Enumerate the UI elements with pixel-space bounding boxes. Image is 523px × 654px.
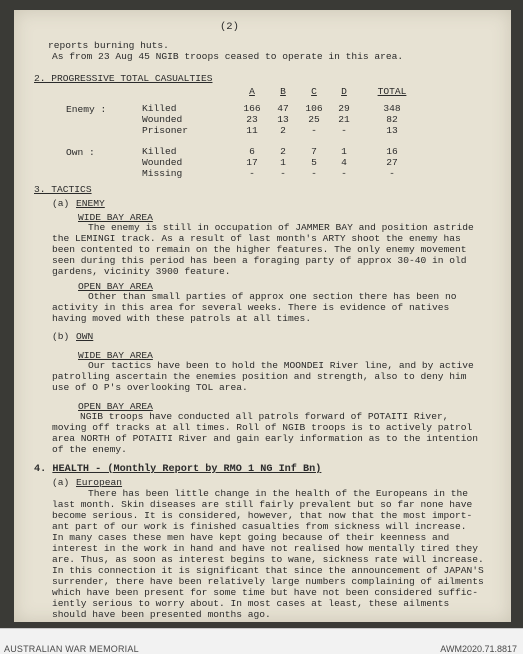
row-label: Killed bbox=[142, 146, 177, 157]
para-line: become serious. It is considered, however, that now that the most import- bbox=[52, 510, 473, 521]
para-line: interest in the work in hand and have not realised how mentally tired they bbox=[52, 543, 479, 554]
row-label: Killed bbox=[142, 103, 177, 114]
tactics-b-label: (b) bbox=[52, 331, 70, 342]
col-header-c: C bbox=[311, 86, 317, 97]
cell: 106 bbox=[305, 103, 323, 114]
para-line: ant part of our work is finished casualties from sickness will increase. bbox=[52, 521, 467, 532]
para-line: Other than small parties of approx one section there has been no bbox=[88, 291, 457, 302]
cell: 13 bbox=[277, 114, 289, 125]
para-line: having moved with these patrols at all times. bbox=[52, 313, 312, 324]
cell: 348 bbox=[383, 103, 401, 114]
cell: 2 bbox=[280, 125, 286, 136]
para-line: In many cases these men have kept going because of their keenness and bbox=[52, 532, 450, 543]
health-heading-num: 4. bbox=[34, 464, 47, 475]
para-line: The enemy is still in occupation of JAMMER BAY and position astride bbox=[88, 222, 474, 233]
cell: 29 bbox=[338, 103, 350, 114]
cell: 5 bbox=[311, 157, 317, 168]
cell: 2 bbox=[280, 146, 286, 157]
cell: 82 bbox=[386, 114, 398, 125]
col-header-total: TOTAL bbox=[377, 86, 407, 97]
footer-bar bbox=[0, 628, 523, 654]
para-line: are. Thus, as soon as interest begins to wane, sickness rate will increase. bbox=[52, 554, 484, 565]
tactics-heading: 3. TACTICS bbox=[34, 184, 92, 195]
para-line: which have been present for some time but have not been considered suffic- bbox=[52, 587, 479, 598]
cell: 1 bbox=[280, 157, 286, 168]
para-line: activity in this area for several weeks. There is evidence of natives bbox=[52, 302, 450, 313]
tactics-a-title: ENEMY bbox=[76, 198, 105, 209]
para-line: iently serious to worry about. In most cases at least, these ailments bbox=[52, 598, 450, 609]
wide-bay-heading-2: WIDE BAY AREA bbox=[78, 350, 153, 361]
col-header-a: A bbox=[249, 86, 255, 97]
open-bay-heading-2: OPEN BAY AREA bbox=[78, 401, 153, 412]
para-line: NGIB troops have conducted all patrols forward of POTAITI River, bbox=[80, 411, 449, 422]
para-line: last month. Skin diseases are still fairly prevalent but so far none have bbox=[52, 499, 473, 510]
health-a-title: European bbox=[76, 477, 123, 488]
cell: - bbox=[341, 125, 347, 136]
health-heading-main: HEALTH bbox=[52, 464, 90, 475]
cell: 13 bbox=[386, 125, 398, 136]
para-line: In this connection it is significant that since the announcement of JAPAN'S bbox=[52, 565, 484, 576]
tactics-a-label: (a) bbox=[52, 198, 70, 209]
cell: 25 bbox=[308, 114, 320, 125]
para-line: surrender, there have been relatively large numbers complaining of ailments bbox=[52, 576, 484, 587]
para-line: use of O P's overlooking TOL area. bbox=[52, 382, 248, 393]
row-label: Prisoner bbox=[142, 125, 189, 136]
cell: 27 bbox=[386, 157, 398, 168]
cell: 166 bbox=[243, 103, 261, 114]
cell: 6 bbox=[249, 146, 255, 157]
page-number: (2) bbox=[220, 21, 239, 33]
cell: 11 bbox=[246, 125, 258, 136]
row-label: Wounded bbox=[142, 157, 183, 168]
wide-bay-heading-1: WIDE BAY AREA bbox=[78, 212, 153, 223]
enemy-label: Enemy : bbox=[66, 104, 107, 115]
intro-line-1: reports burning huts. bbox=[48, 40, 169, 51]
para-line: seen during this period has been a foraging party of approx 30-40 in old bbox=[52, 255, 467, 266]
cell: - bbox=[389, 168, 395, 179]
open-bay-heading-1: OPEN BAY AREA bbox=[78, 281, 153, 292]
cell: 21 bbox=[338, 114, 350, 125]
cell: - bbox=[311, 168, 317, 179]
cell: - bbox=[311, 125, 317, 136]
para-line: area NORTH of POTAITI River and gain early information as to the intention bbox=[52, 433, 479, 444]
para-line: gardens, vicinity 3900 feature. bbox=[52, 266, 231, 277]
cell: 47 bbox=[277, 103, 289, 114]
cell: 17 bbox=[246, 157, 258, 168]
health-heading bbox=[34, 464, 321, 475]
cell: - bbox=[341, 168, 347, 179]
row-label: Wounded bbox=[142, 114, 183, 125]
cell: 4 bbox=[341, 157, 347, 168]
tactics-b-title: OWN bbox=[76, 331, 94, 342]
col-header-b: B bbox=[280, 86, 286, 97]
cell: 16 bbox=[386, 146, 398, 157]
para-line: There has been little change in the health of the Europeans in the bbox=[88, 488, 468, 499]
row-label: Missing bbox=[142, 168, 183, 179]
para-line: been contented to remain on the higher features. The only enemy movement bbox=[52, 244, 467, 255]
para-line: the LEMINGI track. As a result of last month's ARTY shoot the enemy has bbox=[52, 233, 461, 244]
cell: 7 bbox=[311, 146, 317, 157]
health-heading-rest: - (Monthly Report by RMO 1 NG Inf Bn) bbox=[89, 464, 322, 475]
col-header-d: D bbox=[341, 86, 347, 97]
cell: - bbox=[249, 168, 255, 179]
para-line: should have been presented months ago. bbox=[52, 609, 271, 620]
para-line: patrolling ascertain the enemies position and strength, also to deny him bbox=[52, 371, 467, 382]
cell: 1 bbox=[341, 146, 347, 157]
cell: 23 bbox=[246, 114, 258, 125]
para-line: of the enemy. bbox=[52, 444, 127, 455]
own-label: Own : bbox=[66, 147, 95, 158]
intro-line-2: As from 23 Aug 45 NGIB troops ceased to operate in this area. bbox=[52, 51, 404, 62]
footer-catalogue-id: AWM2020.71.8817 bbox=[440, 644, 517, 654]
para-line: moving off tracks at all times. Roll of NGIB troops is to actively patrol bbox=[52, 422, 473, 433]
para-line: Our tactics have been to hold the MOONDEI River line, and by active bbox=[88, 360, 474, 371]
casualties-heading: 2. PROGRESSIVE TOTAL CASUALTIES bbox=[34, 73, 213, 84]
cell: - bbox=[280, 168, 286, 179]
footer-institution: AUSTRALIAN WAR MEMORIAL bbox=[4, 644, 139, 654]
health-a-label: (a) bbox=[52, 477, 70, 488]
